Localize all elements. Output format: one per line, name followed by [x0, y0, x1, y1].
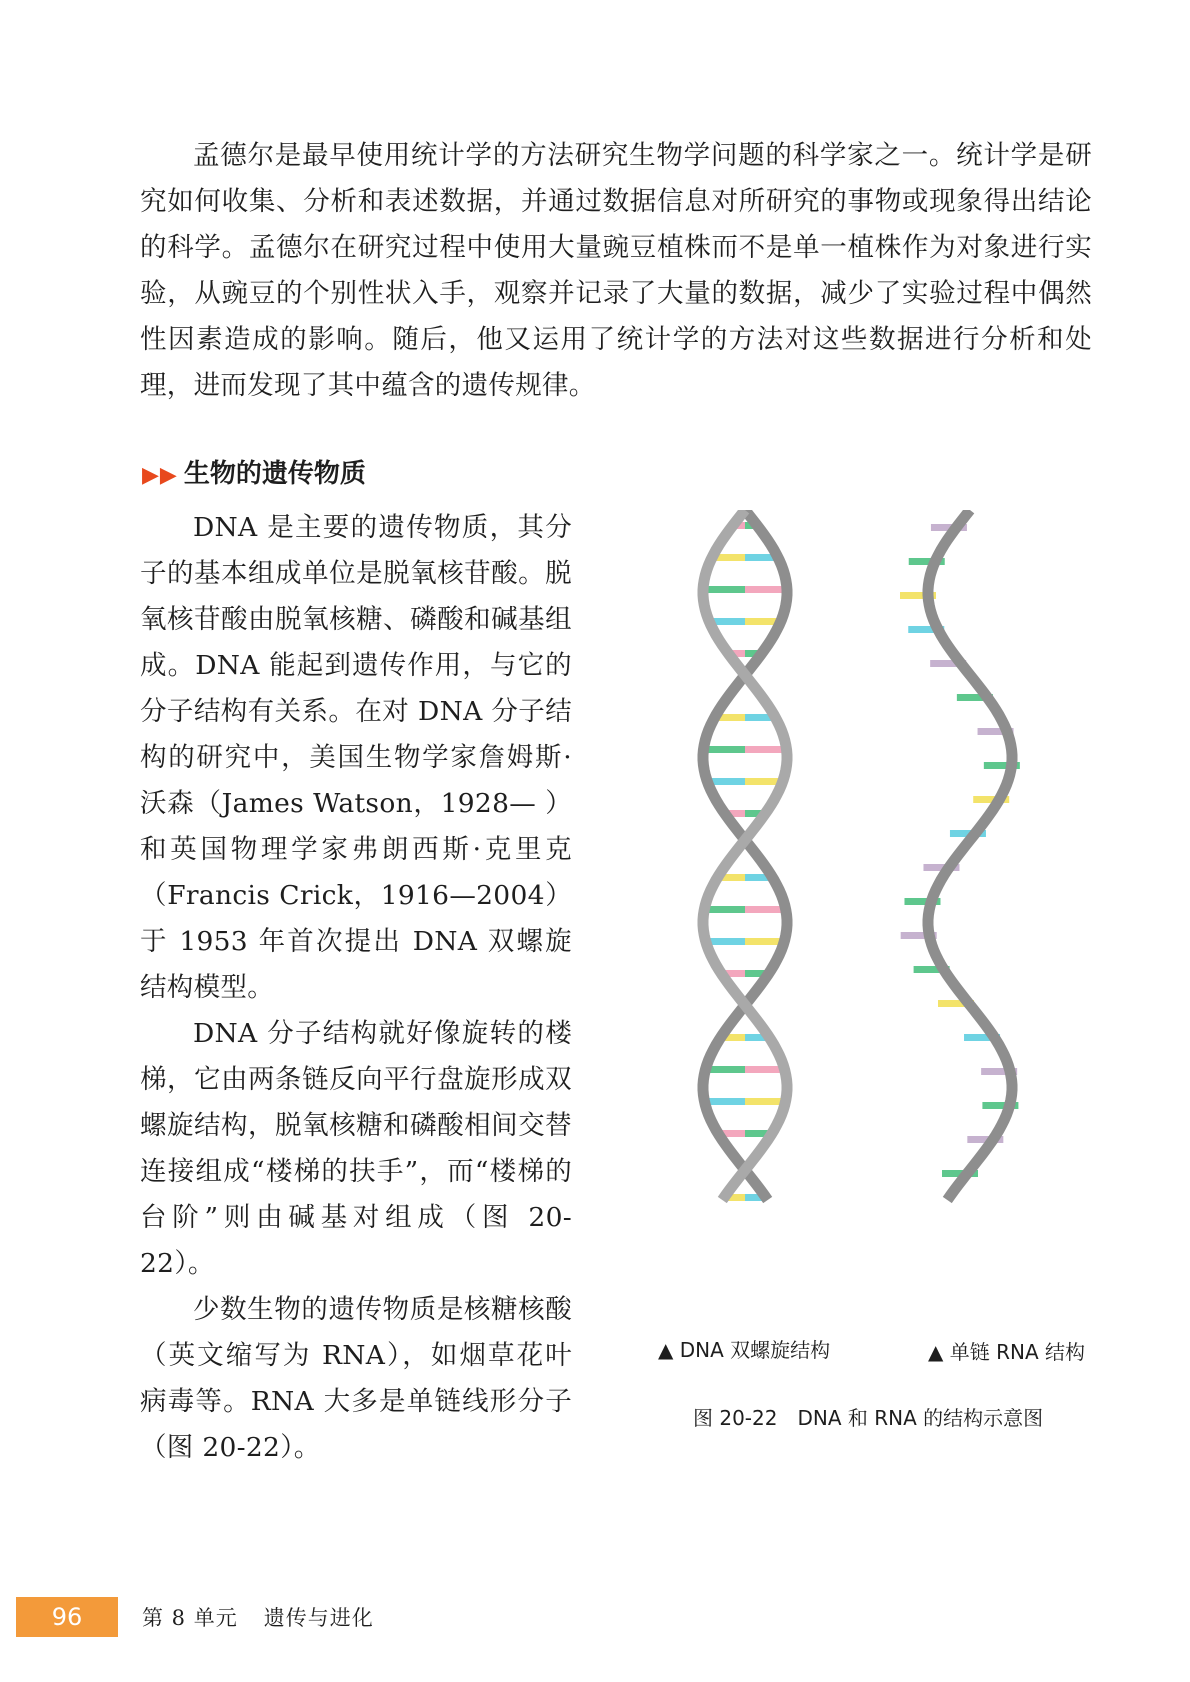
- paragraph-rna: 少数生物的遗传物质是核糖核酸（英文缩写为 RNA），如烟草花叶病毒等。RNA 大多是单链线形分子（图 20-22）。: [140, 1294, 572, 1463]
- dna-backbone-strand: [703, 510, 787, 1200]
- dna-base-pair: [703, 586, 745, 593]
- heading-arrow-icon: ▶▶: [142, 463, 178, 488]
- dna-double-helix: [703, 510, 787, 1201]
- paragraph-dna-structure: DNA 是主要的遗传物质，其分子的基本组成单位是脱氧核苷酸。脱氧核苷酸由脱氧核糖、磷酸和碱基组成。DNA 能起到遗传作用，与它的分子结构有关系。在对 DNA 分子结构的研究中，美国生物学家詹姆斯·沃森（James Watson，1928— ）和英国物理学家弗朗西斯·克里克（Francis Crick，1916—2004）于 1953 年首次提出 DNA 双螺旋结构模型。: [140, 512, 572, 1003]
- unit-label: 第 8 单元: [142, 1606, 238, 1630]
- dna-base-pair: [704, 746, 745, 753]
- intro-paragraph: 孟德尔是最早使用统计学的方法研究生物学问题的科学家之一。统计学是研究如何收集、分析和表述数据，并通过数据信息对所研究的事物或现象得出结论的科学。孟德尔在研究过程中使用大量豌豆植株而不是单一植株作为对象进行实验，从豌豆的个别性状入手，观察并记录了大量的数据，减少了实验过程中偶然性因素造成的影响。随后，他又运用了统计学的方法对这些数据进行分析和处理，进而发现了其中蕴含的遗传规律。: [140, 140, 1092, 401]
- dna-base-pair: [745, 1066, 784, 1073]
- rna-backbone-strand: [928, 510, 1012, 1200]
- caption-dna: ▲ DNA 双螺旋结构: [658, 1338, 831, 1362]
- caption-rna: ▲ 单链 RNA 结构: [928, 1340, 1085, 1364]
- dna-base-pair: [705, 906, 745, 913]
- dna-base-pair: [745, 586, 787, 593]
- dna-base-pair: [706, 1066, 745, 1073]
- section-title: 生物的遗传物质: [183, 459, 366, 489]
- running-footer: [142, 1602, 374, 1632]
- rna-single-strand: [900, 510, 1020, 1200]
- page-number: 96: [51, 1603, 83, 1631]
- dna-rna-illustration: [680, 510, 1100, 1310]
- figure-title: 图 20-22 DNA 和 RNA 的结构示意图: [693, 1406, 1044, 1430]
- section-body: [140, 505, 572, 1471]
- dna-backbone-strand: [703, 510, 787, 1200]
- unit-title: 遗传与进化: [263, 1606, 374, 1630]
- paragraph-dna-ladder: DNA 分子结构就好像旋转的楼梯，它由两条链反向平行盘旋形成双螺旋结构，脱氧核糖和磷酸相间交替连接组成“楼梯的扶手”，而“楼梯的台阶”则由碱基对组成（图 20-22）。: [140, 1018, 572, 1279]
- section-heading: [142, 456, 366, 494]
- dna-base-pair: [745, 746, 786, 753]
- dna-base-pair: [745, 906, 785, 913]
